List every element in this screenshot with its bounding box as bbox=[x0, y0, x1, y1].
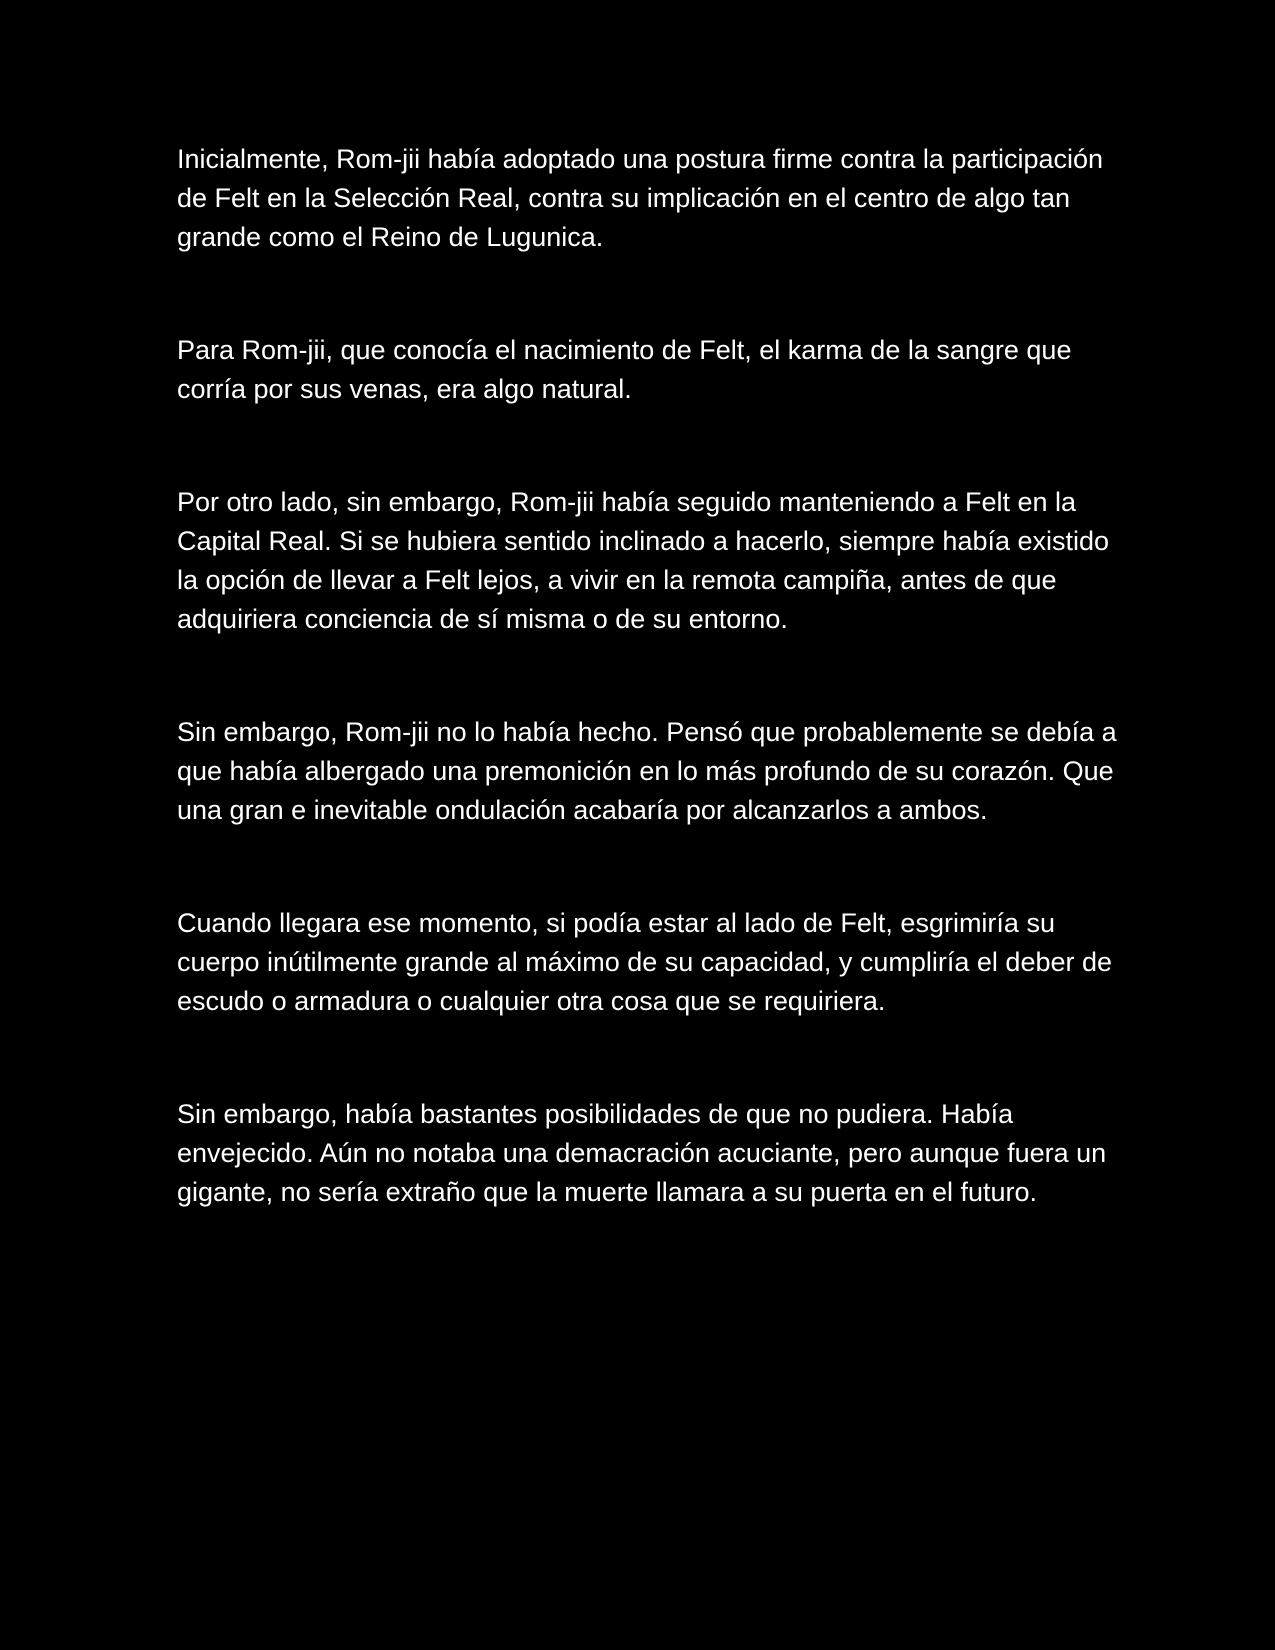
paragraph-1: Inicialmente, Rom-jii había adoptado una postura firme contra la participación de Felt en la Selección Real, contra su implicación en el centro de algo tan grande como el Reino de Lugunica. bbox=[177, 144, 1104, 252]
paragraph-2: Para Rom-jii, que conocía el nacimiento de Felt, el karma de la sangre que corría por sus venas, era algo natural. bbox=[177, 335, 1072, 404]
paragraph-6: Sin embargo, había bastantes posibilidades de que no pudiera. Había envejecido. Aún no notaba una demacración acuciante, pero aunque fuera un gigante, no sería extraño que la muerte llamara a su puerta en el futuro. bbox=[177, 1099, 1107, 1207]
paragraph-3: Por otro lado, sin embargo, Rom-jii había seguido manteniendo a Felt en la Capital Real. Si se hubiera sentido inclinado a hacerlo, siempre había existido la opción de llevar a Felt lejos, a vivir en la remota campiña, antes de que adquiriera conciencia de sí misma o de su entorno. bbox=[177, 487, 1110, 634]
body-text bbox=[177, 140, 1117, 1286]
paragraph-4: Sin embargo, Rom-jii no lo había hecho. Pensó que probablemente se debía a que había albergado una premonición en lo más profundo de su corazón. Que una gran e inevitable ondulación acabaría por alcanzarlos a ambos. bbox=[177, 717, 1117, 825]
paragraph-5: Cuando llegara ese momento, si podía estar al lado de Felt, esgrimiría su cuerpo inútilmente grande al máximo de su capacidad, y cumpliría el deber de escudo o armadura o cualquier otra cosa que se requiriera. bbox=[177, 908, 1113, 1016]
